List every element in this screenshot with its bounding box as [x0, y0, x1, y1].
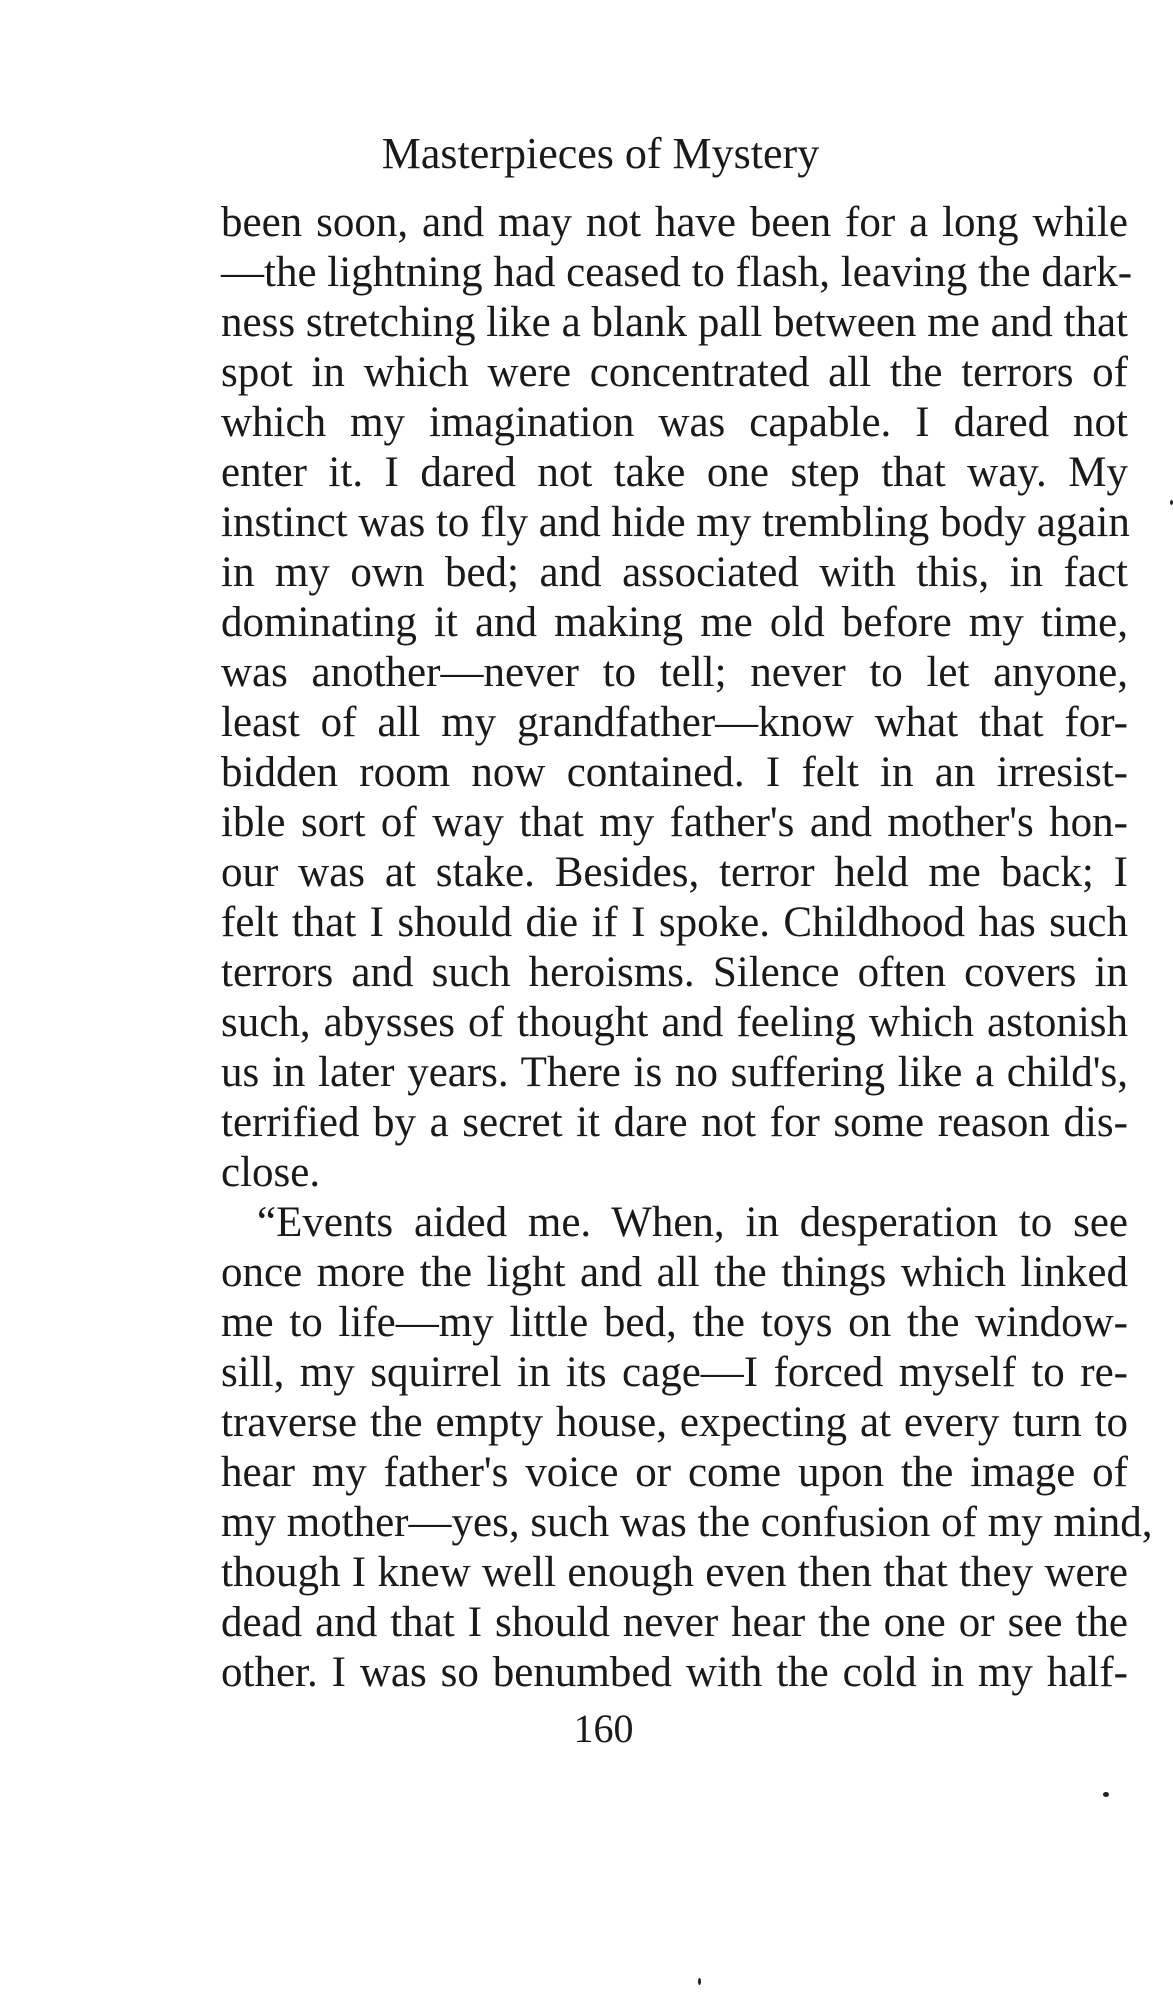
- text-line: ness stretching like a blank pall between me and that: [221, 299, 1128, 346]
- text-line: close.: [221, 1149, 321, 1196]
- body-text: [221, 198, 1153, 1698]
- text-line: such, abysses of thought and feeling which astonish: [221, 999, 1128, 1046]
- text-line: been soon, and may not have been for a long while: [221, 199, 1128, 246]
- text-line: bidden room now contained. I felt in an irresist-: [221, 749, 1128, 796]
- text-line: in my own bed; and associated with this, in fact: [221, 549, 1128, 596]
- text-line: enter it. I dared not take one step that way. My: [221, 449, 1128, 496]
- text-line: dead and that I should never hear the one or see the: [221, 1599, 1128, 1646]
- text-line: terrified by a secret it dare not for some reason dis-: [221, 1099, 1128, 1146]
- text-line: other. I was so benumbed with the cold in my half-: [221, 1649, 1128, 1696]
- text-line: hear my father's voice or come upon the image of: [221, 1449, 1128, 1496]
- text-line: traverse the empty house, expecting at every turn to: [221, 1399, 1128, 1446]
- scan-speck: [698, 1978, 701, 1985]
- text-line: felt that I should die if I spoke. Childhood has such: [221, 899, 1128, 946]
- text-line: spot in which were concentrated all the terrors of: [221, 349, 1128, 396]
- text-line: least of all my grandfather—know what that for-: [221, 699, 1128, 746]
- text-line: —the lightning had ceased to flash, leaving the dark-: [221, 249, 1133, 296]
- text-line: ible sort of way that my father's and mother's hon-: [221, 799, 1128, 846]
- text-line: instinct was to fly and hide my trembling body again: [221, 499, 1130, 546]
- text-line: which my imagination was capable. I dared not: [221, 399, 1128, 446]
- text-line: my mother—yes, such was the confusion of my mind,: [221, 1499, 1153, 1546]
- text-line: me to life—my little bed, the toys on the window-: [221, 1299, 1128, 1346]
- text-line: us in later years. There is no suffering like a child's,: [221, 1049, 1128, 1096]
- text-line: once more the light and all the things which linked: [221, 1249, 1128, 1296]
- text-line: “Events aided me. When, in desperation to see: [257, 1199, 1128, 1246]
- text-line: terrors and such heroisms. Silence often covers in: [221, 949, 1128, 996]
- scan-speck: [1103, 1792, 1109, 1797]
- text-line: was another—never to tell; never to let anyone,: [221, 649, 1128, 696]
- text-line: sill, my squirrel in its cage—I forced myself to re-: [221, 1349, 1128, 1396]
- text-line: dominating it and making me old before my time,: [221, 599, 1128, 646]
- text-line: our was at stake. Besides, terror held me back; I: [221, 849, 1128, 896]
- text-line: though I knew well enough even then that they were: [221, 1549, 1128, 1596]
- page-number: 160: [573, 1706, 634, 1751]
- running-head: Masterpieces of Mystery: [381, 129, 820, 178]
